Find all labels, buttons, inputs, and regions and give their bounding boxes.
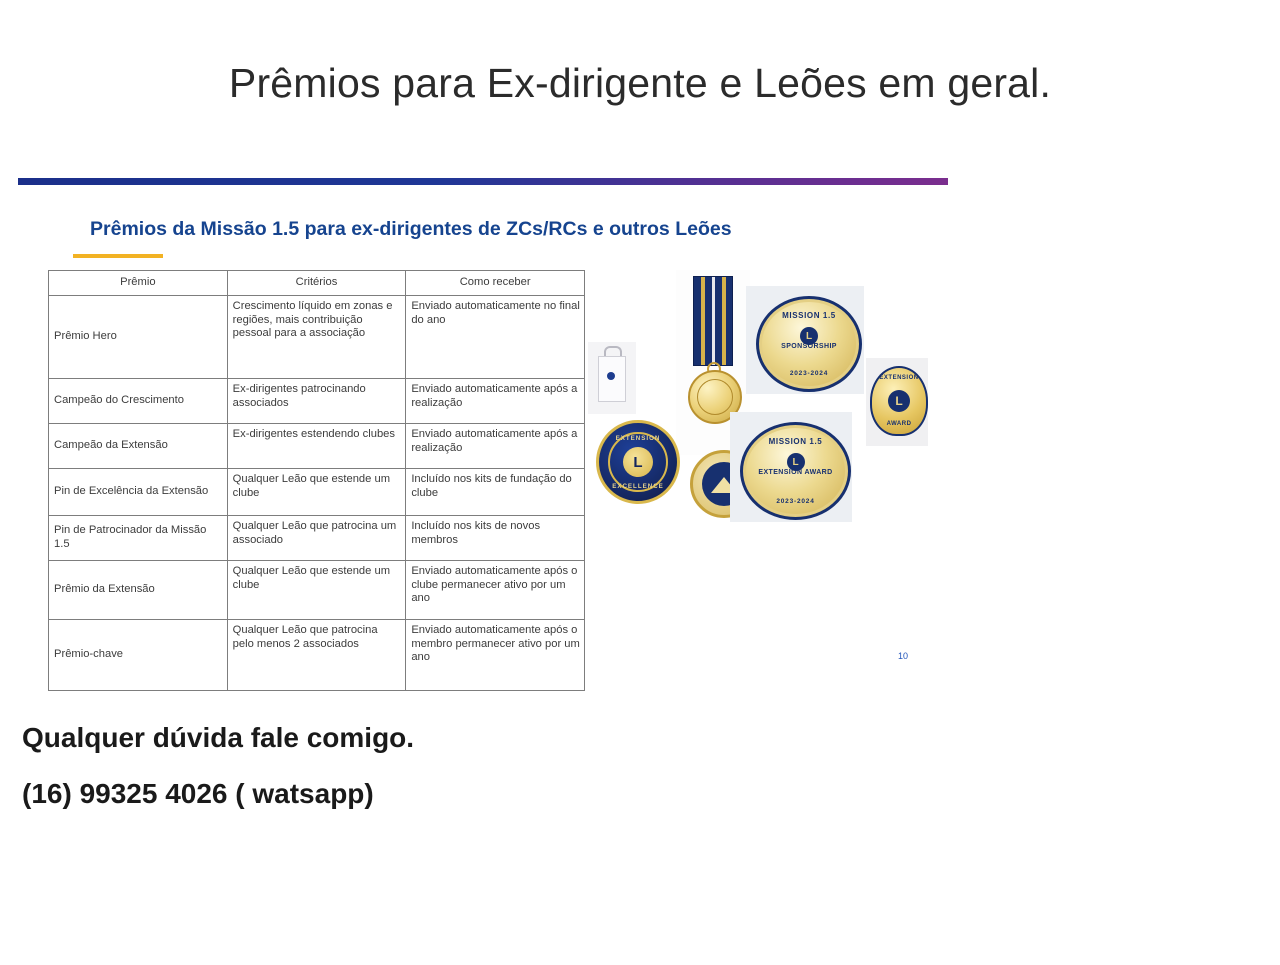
- accent-bar: [18, 178, 948, 185]
- footer-line-contact-prompt: Qualquer dúvida fale comigo.: [22, 722, 415, 753]
- column-header-criteria: Critérios: [227, 271, 406, 296]
- table-row: [49, 561, 585, 620]
- cell-award: Pin de Excelência da Extensão: [49, 469, 228, 516]
- table-row: [49, 516, 585, 561]
- cell-how: Enviado automaticamente após o clube permanecer ativo por um ano: [406, 561, 585, 620]
- picture-heading: Prêmios da Missão 1.5 para ex-dirigentes de ZCs/RCs e outros Leões: [90, 218, 732, 240]
- pin-center-letter: L: [888, 390, 910, 412]
- footer-line-phone: (16) 99325 4026 ( watsapp): [22, 778, 374, 809]
- mission-extension-patch-icon: [740, 422, 851, 520]
- table-row: [49, 620, 585, 691]
- awards-artwork: [588, 270, 938, 650]
- cell-criteria: Ex-dirigentes estendendo clubes: [227, 424, 406, 469]
- cell-criteria: Qualquer Leão que estende um clube: [227, 469, 406, 516]
- cell-award: Prêmio Hero: [49, 296, 228, 379]
- awards-table: [48, 270, 585, 691]
- cell-award: Prêmio da Extensão: [49, 561, 228, 620]
- pin-top-text: EXTENSION: [615, 435, 661, 442]
- cell-how: Enviado automaticamente após a realização: [406, 424, 585, 469]
- patch-mid-text: SPONSORSHIP: [781, 343, 837, 350]
- page-title: Prêmios para Ex-dirigente e Leões em geral.: [228, 60, 1052, 106]
- embedded-picture: [18, 178, 948, 672]
- badge-holder-icon: [588, 342, 636, 414]
- column-header-award: Prêmio: [49, 271, 228, 296]
- heading-underline: [73, 254, 163, 258]
- cell-criteria: Qualquer Leão que patrocina um associado: [227, 516, 406, 561]
- cell-how: Incluído nos kits de novos membros: [406, 516, 585, 561]
- cell-criteria: Qualquer Leão que patrocina pelo menos 2 associados: [227, 620, 406, 691]
- patch-emblem: L: [787, 453, 805, 471]
- extension-award-pin-icon: [870, 366, 928, 436]
- table-row: [49, 469, 585, 516]
- cell-award: Prêmio-chave: [49, 620, 228, 691]
- patch-top-text: MISSION 1.5: [782, 311, 836, 320]
- column-header-how: Como receber: [406, 271, 585, 296]
- cell-how: Enviado automaticamente após o membro permanecer ativo por um ano: [406, 620, 585, 691]
- table-header-row: [49, 271, 585, 296]
- cell-how: Incluído nos kits de fundação do clube: [406, 469, 585, 516]
- table-row: [49, 296, 585, 379]
- extension-excellence-pin-icon: [596, 420, 680, 504]
- cell-award: Pin de Patrocinador da Missão 1.5: [49, 516, 228, 561]
- cell-criteria: Qualquer Leão que estende um clube: [227, 561, 406, 620]
- mission-sponsorship-patch-icon: [756, 296, 862, 392]
- table-row: [49, 424, 585, 469]
- slide-page-number: 10: [898, 651, 909, 661]
- cell-how: Enviado automaticamente no final do ano: [406, 296, 585, 379]
- cell-criteria: Ex-dirigentes patrocinando associados: [227, 379, 406, 424]
- patch-emblem: L: [800, 327, 818, 345]
- cell-criteria: Crescimento líquido em zonas e regiões, mais contribuição pessoal para a associação: [227, 296, 406, 379]
- patch-mid-text: EXTENSION AWARD: [758, 469, 833, 476]
- cell-how: Enviado automaticamente após a realização: [406, 379, 585, 424]
- patch-top-text: MISSION 1.5: [768, 437, 823, 446]
- table-row: [49, 379, 585, 424]
- pin-top-text: EXTENSION: [879, 375, 919, 381]
- pin-center-letter: L: [623, 447, 653, 477]
- pin-bottom-text: AWARD: [886, 421, 912, 427]
- cell-award: Campeão da Extensão: [49, 424, 228, 469]
- cell-award: Campeão do Crescimento: [49, 379, 228, 424]
- pin-bottom-text: EXCELLENCE: [612, 483, 664, 490]
- patch-bottom-text: 2023-2024: [789, 370, 829, 377]
- patch-bottom-text: 2023-2024: [776, 498, 815, 505]
